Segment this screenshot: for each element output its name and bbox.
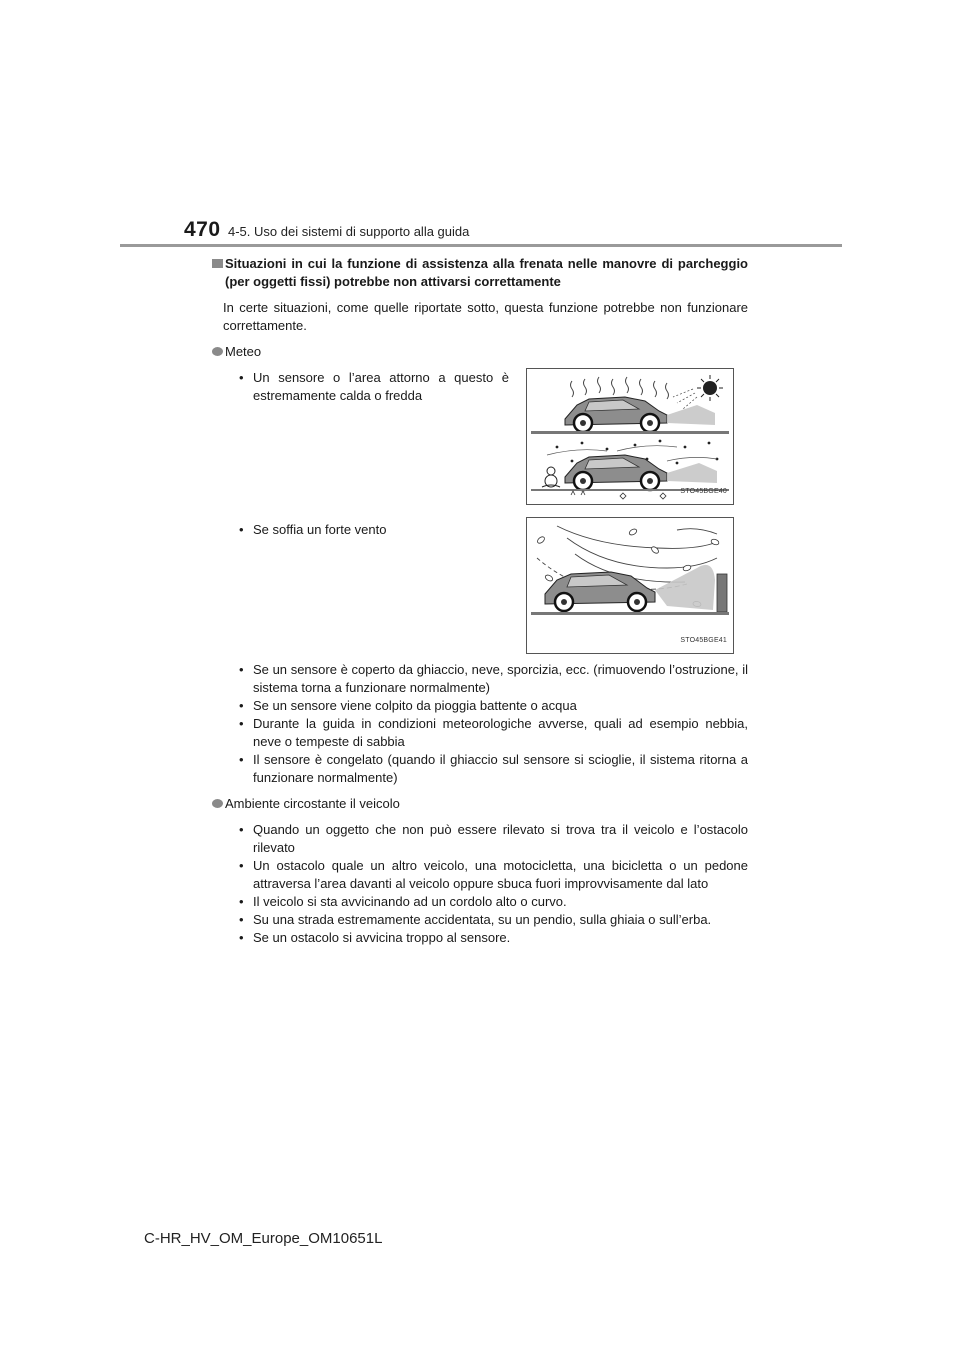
bullet-item	[239, 929, 748, 947]
bullet-item	[239, 857, 748, 893]
bullet-text: Un ostacolo quale un altro veicolo, una motocicletta, una bicicletta o un pedone attraversa l’area davanti al veicolo oppure sbuca fuori improvvisamente dal lato	[253, 858, 748, 891]
ice-marks	[571, 491, 666, 499]
figure-wind	[526, 517, 734, 654]
section-title: 4-5. Uso dei sistemi di supporto alla guida	[228, 224, 470, 239]
bullet-mark: •	[239, 716, 244, 731]
bullet-text: Il veicolo si sta avvicinando ad un cordolo alto o curvo.	[253, 894, 567, 909]
environment-label	[212, 795, 748, 813]
section-heading	[212, 255, 748, 291]
fig-item-1-text: Un sensore o l’area attorno a questo è estremamente calda o fredda	[253, 370, 509, 403]
fig-item-1	[239, 369, 509, 405]
fig-item-2-text: Se soffia un forte vento	[253, 522, 387, 537]
intro-paragraph: In certe situazioni, come quelle riportate sotto, questa funzione potrebbe non funzionare correttamente.	[223, 300, 748, 333]
bullet-text: Se un sensore viene colpito da pioggia battente o acqua	[253, 698, 577, 713]
bullet-mark: •	[239, 930, 244, 945]
snowman-icon	[542, 467, 560, 487]
bullet-text: Il sensore è congelato (quando il ghiaccio sul sensore si scioglie, il sistema ritorna a funzionare normalmente)	[253, 752, 748, 785]
bullet-mark: •	[239, 858, 244, 873]
car-top	[565, 397, 715, 432]
bullet-mark: •	[239, 370, 244, 385]
square-bullet-icon	[212, 259, 223, 268]
road-top	[531, 431, 729, 434]
sun-icon	[673, 375, 723, 409]
bullet-text: Quando un oggetto che non può essere rilevato si trova tra il veicolo e l’ostacolo rilevato	[253, 822, 748, 855]
bullet-mark: •	[239, 912, 244, 927]
bullet-item	[239, 893, 748, 911]
bullet-mark: •	[239, 752, 244, 767]
heading-text: Situazioni in cui la funzione di assistenza alla frenata nelle manovre di parcheggio (per oggetti fissi) potrebbe non attivarsi correttamente	[225, 256, 748, 289]
page-number: 470	[184, 218, 221, 241]
sensor-beam	[655, 565, 715, 610]
bullet-text: Se un sensore è coperto da ghiaccio, neve, sporcizia, ecc. (rimuovendo l’ostruzione, il sistema torna a funzionare normalmente)	[253, 662, 748, 695]
car-wind	[545, 572, 655, 611]
bullet-item	[239, 697, 748, 715]
footer-doc-code: C-HR_HV_OM_Europe_OM10651L	[144, 1230, 383, 1247]
weather-bullets	[239, 661, 748, 787]
circle-bullet-icon	[212, 347, 223, 356]
bullet-item	[239, 821, 748, 857]
bullet-text: Su una strada estremamente accidentata, su un pendio, sulla ghiaia o sull’erba.	[253, 912, 712, 927]
figure-1-code: STO45BGE40	[680, 488, 727, 495]
bullet-mark: •	[239, 522, 244, 537]
content	[212, 255, 748, 947]
heat-waves	[571, 377, 669, 399]
wall-obstacle	[717, 574, 727, 612]
environment-label-text: Ambiente circostante il veicolo	[225, 796, 400, 811]
bullet-mark: •	[239, 698, 244, 713]
bullet-item	[239, 751, 748, 787]
figure-2-code: STO45BGE41	[680, 637, 727, 644]
circle-bullet-icon	[212, 799, 223, 808]
bullet-mark: •	[239, 894, 244, 909]
bullet-text: Se un ostacolo si avvicina troppo al sensore.	[253, 930, 511, 945]
environment-bullets	[239, 821, 748, 947]
bullet-text: Durante la guida in condizioni meteorologiche avverse, quali ad esempio nebbia, neve o tempeste di sabbia	[253, 716, 748, 749]
bullet-item	[239, 911, 748, 929]
figure-hot-cold	[526, 368, 734, 505]
bullet-item	[239, 715, 748, 751]
road-wind	[531, 612, 729, 615]
bullet-mark: •	[239, 662, 244, 677]
bullet-item	[239, 661, 748, 697]
bullet-mark: •	[239, 822, 244, 837]
weather-label	[212, 343, 748, 361]
fig-item-2	[239, 521, 509, 539]
weather-label-text: Meteo	[225, 344, 262, 359]
header-rule	[120, 244, 842, 247]
